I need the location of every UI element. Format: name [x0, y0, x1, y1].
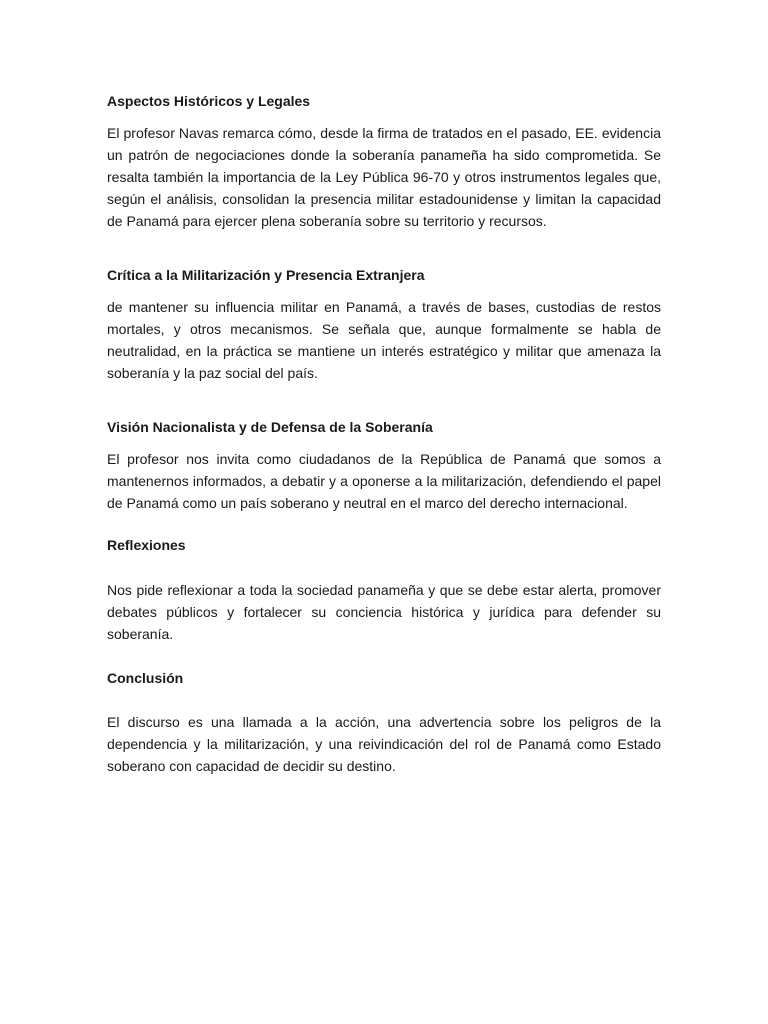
- section-body-historical-legal: El profesor Navas remarca cómo, desde la firma de tratados en el pasado, EE. evidencia un patrón de negociaciones donde la soberanía panameña ha sido comprometida. Se resalta también la importancia de la Ley Pública 96-70 y otros instrumentos legales que, según el análisis, consolidan la presencia militar estadounidense y limitan la capacidad de Panamá para ejercer plena soberanía sobre su territorio y recursos.: [107, 125, 661, 229]
- section-body-militarization: de mantener su influencia militar en Panamá, a través de bases, custodias de restos mortales, y otros mecanismos. Se señala que, aunque formalmente se habla de neutralidad, en la práctica se mantiene un interés estratégico y militar que amenaza la soberanía y la paz social del país.: [107, 299, 661, 381]
- section-heading-militarization: Crítica a la Militarización y Presencia Extranjera: [107, 267, 425, 283]
- section-heading-nationalist-vision: Visión Nacionalista y de Defensa de la Soberanía: [107, 419, 433, 435]
- section-body-reflections: Nos pide reflexionar a toda la sociedad panameña y que se debe estar alerta, promover debates públicos y fortalecer su conciencia histórica y jurídica para defender su soberanía.: [107, 582, 661, 642]
- section-body-nationalist-vision: El profesor nos invita como ciudadanos de la República de Panamá que somos a mantenernos informados, a debatir y a oponerse a la militarización, defendiendo el papel de Panamá como un país soberano y neutral en el marco del derecho internacional.: [107, 451, 661, 511]
- section-heading-reflections: Reflexiones: [107, 537, 186, 553]
- section-heading-conclusion: Conclusión: [107, 670, 184, 686]
- section-heading-historical-legal: Aspectos Históricos y Legales: [107, 93, 311, 109]
- section-body-conclusion: El discurso es una llamada a la acción, una advertencia sobre los peligros de la dependencia y la militarización, y una reivindicación del rol de Panamá como Estado soberano con capacidad de decidir su destino.: [107, 714, 661, 774]
